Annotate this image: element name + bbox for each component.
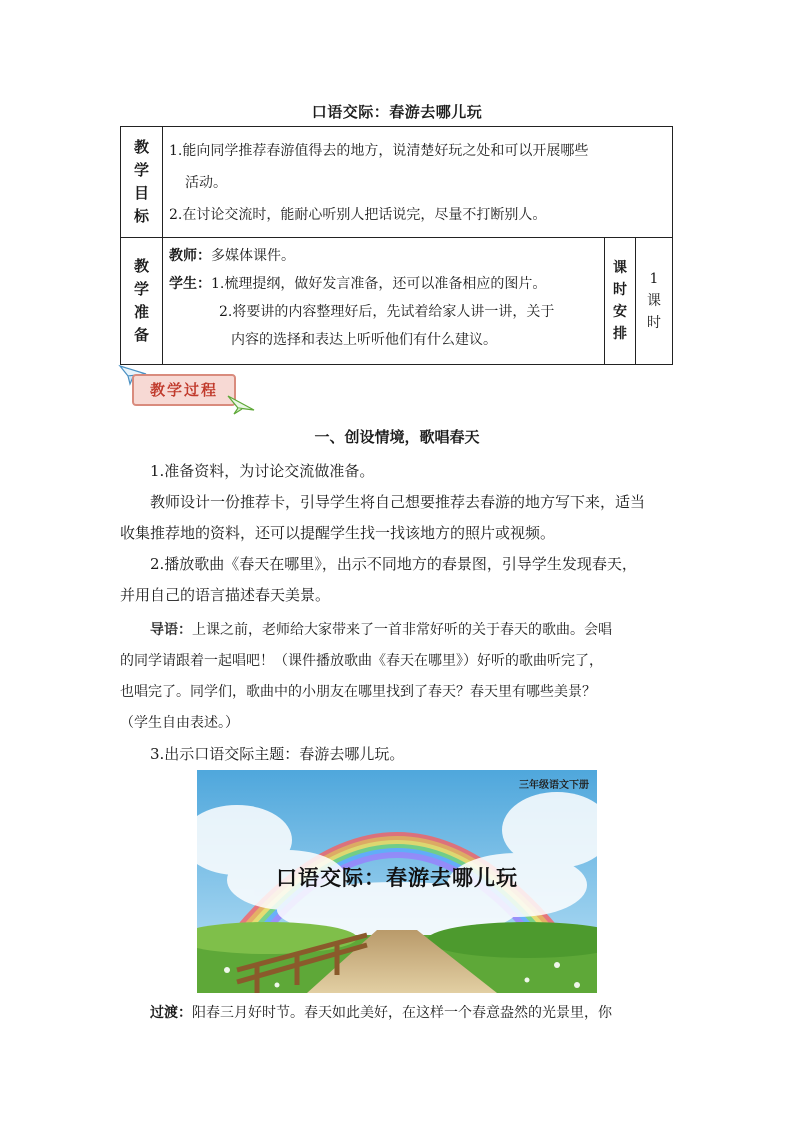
lead-in-1: 导语：上课之前，老师给大家带来了一首非常好听的关于春天的歌曲。会唱	[150, 622, 612, 638]
section-body	[120, 456, 675, 770]
transition-text: 阳春三月好时节。春天如此美好，在这样一个春意盎然的光景里，你	[192, 1005, 612, 1021]
hours-label: 课 时 安 排	[605, 238, 636, 365]
step-2-cont: 并用自己的语言描述春天美景。	[120, 586, 331, 604]
transition-paragraph: 过渡：阳春三月好时节。春天如此美好，在这样一个春意盎然的光景里，你	[150, 1005, 612, 1021]
step-2: 2.播放歌曲《春天在哪里》，出示不同地方的春景图，引导学生发现春天，	[150, 555, 637, 573]
goals-row	[121, 127, 673, 238]
goal-2: 2.在讨论交流时，能耐心听别人把话说完，尽量不打断别人。	[169, 207, 547, 223]
prep-content	[163, 238, 605, 365]
lead-in-2: 的同学请跟着一起唱吧！（课件播放歌曲《春天在哪里》）好听的歌曲听完了，	[120, 653, 603, 669]
paper-plane-icon	[226, 390, 256, 416]
student-prep-3: 内容的选择和表达上听听他们有什么建议。	[231, 332, 497, 348]
teacher-prep: 教师：多媒体课件。	[169, 248, 295, 264]
lead-in-3: 也唱完了。同学们，歌曲中的小朋友在哪里找到了春天？春天里有哪些美景？	[120, 684, 596, 700]
goals-content	[163, 127, 673, 238]
page-title: 口语交际：春游去哪儿玩	[311, 103, 483, 121]
goal-1: 1.能向同学推荐春游值得去的地方，说清楚好玩之处和可以开展哪些	[169, 143, 589, 159]
hours-value: 1 课 时	[636, 238, 673, 365]
prep-label: 教 学 准 备	[121, 238, 163, 365]
slide-title: 口语交际：春游去哪儿玩	[276, 865, 518, 890]
step-1: 1.准备资料，为讨论交流做准备。	[150, 462, 375, 480]
slide-grade-tag: 三年级语文下册	[519, 780, 589, 791]
student-prep: 学生：1.梳理提纲，做好发言准备，还可以准备相应的图片。	[169, 276, 547, 292]
teaching-process-badge	[118, 362, 258, 418]
transition-label: 过渡	[150, 1005, 178, 1021]
step-3: 3.出示口语交际主题：春游去哪儿玩。	[150, 745, 405, 763]
step-1-detail: 教师设计一份推荐卡，引导学生将自己想要推荐去春游的地方写下来，适当	[150, 493, 646, 511]
section-heading: 一、创设情境，歌唱春天	[314, 428, 480, 446]
goals-label: 教 学 目 标	[121, 127, 163, 238]
prep-row	[121, 238, 673, 365]
lead-in-4: （学生自由表述。）	[120, 715, 239, 731]
slide-image	[197, 770, 597, 993]
goal-1-cont: 活动。	[185, 175, 227, 191]
student-prep-2: 2.将要讲的内容整理好后，先试着给家人讲一讲，关于	[219, 304, 555, 320]
step-1-detail-cont: 收集推荐地的资料，还可以提醒学生找一找该地方的照片或视频。	[120, 524, 556, 542]
badge-label: 教学过程	[132, 374, 236, 406]
lesson-plan-table	[120, 126, 673, 365]
